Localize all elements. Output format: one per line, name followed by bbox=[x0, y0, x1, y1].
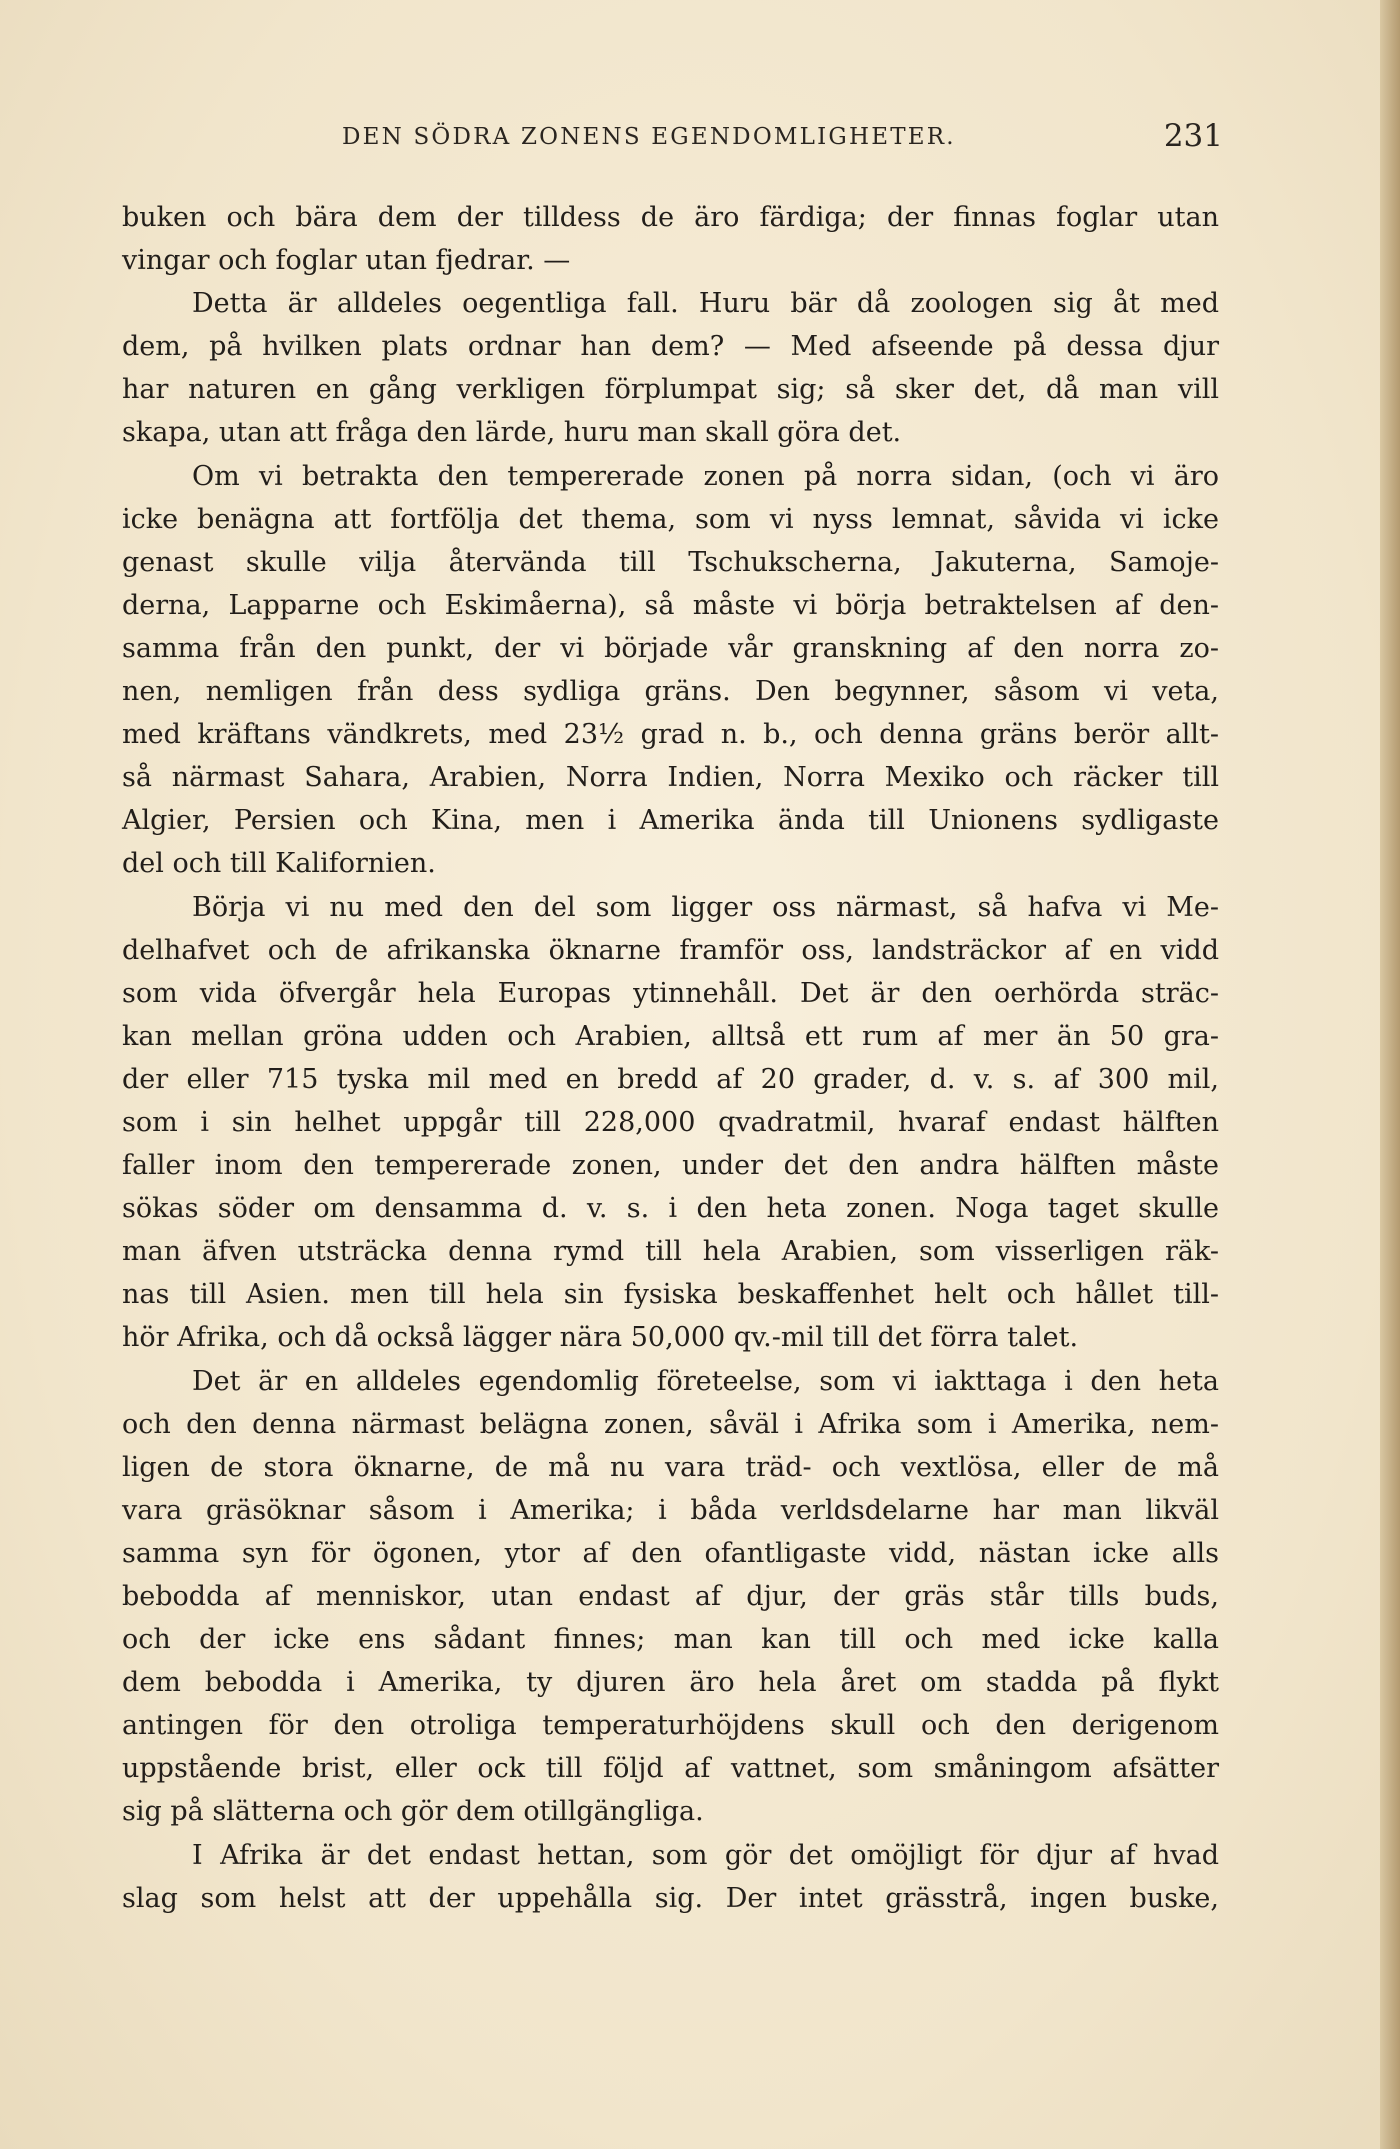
text-line: kan mellan gröna udden och Arabien, alltså ett rum af mer än 50 gra- bbox=[122, 1020, 1219, 1052]
paragraph bbox=[122, 455, 1219, 886]
text-line: Det är en alldeles egendomlig företeelse, som vi iakttaga i den heta bbox=[192, 1365, 1219, 1397]
text-line: vara gräsöknar såsom i Amerika; i båda verldsdelarne har man likväl bbox=[122, 1494, 1219, 1526]
page-edge bbox=[1380, 0, 1400, 2149]
page-header bbox=[118, 118, 1223, 158]
text-line: antingen för den otroliga temperaturhöjdens skull och den derigenom bbox=[122, 1710, 1219, 1742]
text-line: faller inom den tempererade zonen, under det den andra hälften måste bbox=[122, 1150, 1219, 1182]
text-line: som i sin helhet uppgår till 228,000 qvadratmil, hvaraf endast hälften bbox=[122, 1106, 1219, 1138]
text-line: skapa, utan att fråga den lärde, huru man skall göra det. bbox=[122, 417, 902, 449]
paragraph bbox=[122, 196, 1219, 282]
text-line: har naturen en gång verkligen förplumpat sig; så sker det, då man vill bbox=[122, 374, 1219, 406]
text-line: sökas söder om densamma d. v. s. i den heta zonen. Noga taget skulle bbox=[122, 1193, 1219, 1225]
text-line: nen, nemligen från dess sydliga gräns. Den begynner, såsom vi veta, bbox=[122, 676, 1219, 708]
text-line: derna, Lapparne och Eskimåerna), så måste vi börja betraktelsen af den- bbox=[122, 589, 1219, 621]
text-line: ligen de stora öknarne, de må nu vara träd- och vextlösa, eller de må bbox=[122, 1451, 1219, 1483]
body-text bbox=[122, 196, 1219, 1920]
text-line: Om vi betrakta den tempererade zonen på norra sidan, (och vi äro bbox=[192, 460, 1219, 492]
text-line: genast skulle vilja återvända till Tschukscherna, Jakuterna, Samoje- bbox=[122, 546, 1219, 578]
paragraph bbox=[122, 282, 1219, 454]
text-line: dem bebodda i Amerika, ty djuren äro hela året om stadda på flykt bbox=[122, 1667, 1219, 1699]
text-line: delhafvet och de afrikanska öknarne framför oss, landsträckor af en vidd bbox=[122, 934, 1219, 966]
text-line: så närmast Sahara, Arabien, Norra Indien, Norra Mexiko och räcker till bbox=[122, 762, 1219, 794]
text-line: och der icke ens sådant finnes; man kan till och med icke kalla bbox=[122, 1624, 1219, 1656]
text-line: slag som helst att der uppehålla sig. Der intet grässtrå, ingen buske, bbox=[122, 1882, 1219, 1914]
paragraph bbox=[122, 1360, 1219, 1834]
text-line: uppstående brist, eller ock till följd af vattnet, som småningom afsätter bbox=[122, 1753, 1219, 1785]
text-line: Börja vi nu med den del som ligger oss närmast, så hafva vi Me- bbox=[192, 891, 1219, 923]
text-line: Detta är alldeles oegentliga fall. Huru bär då zoologen sig åt med bbox=[192, 288, 1219, 320]
text-line: sig på slätterna och gör dem otillgängliga. bbox=[122, 1796, 704, 1828]
text-line: vingar och foglar utan fjedrar. — bbox=[122, 245, 571, 277]
page-number: 231 bbox=[1163, 118, 1223, 154]
text-line: nas till Asien. men till hela sin fysiska beskaffenhet helt och hållet till- bbox=[122, 1279, 1219, 1311]
text-line: der eller 715 tyska mil med en bredd af 20 grader, d. v. s. af 300 mil, bbox=[122, 1063, 1219, 1095]
text-line: del och till Kalifornien. bbox=[122, 848, 436, 880]
text-line: I Afrika är det endast hettan, som gör det omöjligt för djur af hvad bbox=[192, 1839, 1219, 1871]
text-line: dem, på hvilken plats ordnar han dem? — Med afseende på dessa djur bbox=[122, 331, 1219, 363]
text-line: som vida öfvergår hela Europas ytinnehåll. Det är den oerhörda sträc- bbox=[122, 977, 1219, 1009]
paragraph bbox=[122, 1834, 1219, 1920]
text-line: samma syn för ögonen, ytor af den ofantligaste vidd, nästan icke alls bbox=[122, 1537, 1219, 1569]
running-head: DEN SÖDRA ZONENS EGENDOMLIGHETER. bbox=[342, 124, 956, 150]
text-line: samma från den punkt, der vi började vår granskning af den norra zo- bbox=[122, 632, 1219, 664]
text-line: icke benägna att fortfölja det thema, som vi nyss lemnat, såvida vi icke bbox=[122, 503, 1219, 535]
text-line: Algier, Persien och Kina, men i Amerika ända till Unionens sydligaste bbox=[122, 805, 1219, 837]
paragraph bbox=[122, 886, 1219, 1360]
text-line: hör Afrika, och då också lägger nära 50,000 qv.-mil till det förra talet. bbox=[122, 1322, 1079, 1354]
text-line: man äfven utsträcka denna rymd till hela Arabien, som visserligen räk- bbox=[122, 1236, 1219, 1268]
text-line: buken och bära dem der tilldess de äro färdiga; der finnas foglar utan bbox=[122, 202, 1219, 233]
text-line: bebodda af menniskor, utan endast af djur, der gräs står tills buds, bbox=[122, 1581, 1219, 1612]
text-line: med kräftans vändkrets, med 23½ grad n. b., och denna gräns berör allt- bbox=[122, 719, 1219, 751]
text-line: och den denna närmast belägna zonen, såväl i Afrika som i Amerika, nem- bbox=[122, 1408, 1219, 1440]
